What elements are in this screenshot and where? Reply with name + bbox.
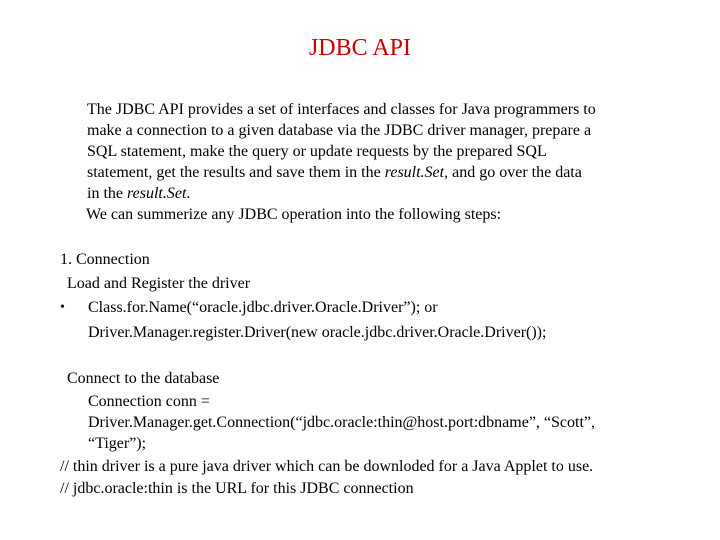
intro-line-5 (87, 183, 667, 204)
bullet-icon: • (60, 300, 65, 315)
intro-line-2: make a connection to a given database via the JDBC driver manager, prepare a (87, 122, 592, 139)
load-register-heading: Load and Register the driver (67, 275, 251, 292)
intro-line-5-tail: . (186, 185, 191, 202)
step-1-heading: 1. Connection (60, 251, 150, 268)
intro-line-5-text: in the (87, 185, 127, 202)
intro-line-1: The JDBC API provides a set of interfaces and classes for Java programmers to (87, 101, 596, 118)
class-forname-code: Class.for.Name(“oracle.jdbc.driver.Oracle.Driver”); or (88, 299, 438, 316)
connection-code-3: “Tiger”); (88, 435, 147, 452)
comment-thin-driver: // thin driver is a pure java driver which can be downloded for a Java Applet to use. (60, 458, 594, 475)
result-set-term: result.Set (384, 164, 445, 181)
connect-heading: Connect to the database (67, 370, 220, 387)
register-driver-code: Driver.Manager.register.Driver(new oracle.jdbc.driver.Oracle.Driver()); (88, 324, 547, 341)
intro-line-4-text: statement, get the results and save them in the (87, 164, 385, 181)
connection-code-1: Connection conn = (88, 393, 210, 410)
result-set-term: result.Set (127, 185, 187, 202)
intro-line-3: SQL statement, make the query or update requests by the prepared SQL (87, 143, 547, 160)
slide-title: JDBC API (308, 35, 412, 61)
comment-url: // jdbc.oracle:thin is the URL for this JDBC connection (60, 480, 414, 497)
summary-line: We can summerize any JDBC operation into the following steps: (86, 206, 502, 223)
intro-line-4-tail: , and go over the data (444, 164, 582, 181)
intro-line-4 (87, 162, 667, 183)
connection-code-2: Driver.Manager.get.Connection(“jdbc.oracle:thin@host.port:dbname”, “Scott”, (88, 414, 596, 431)
intro-paragraph (87, 99, 667, 204)
